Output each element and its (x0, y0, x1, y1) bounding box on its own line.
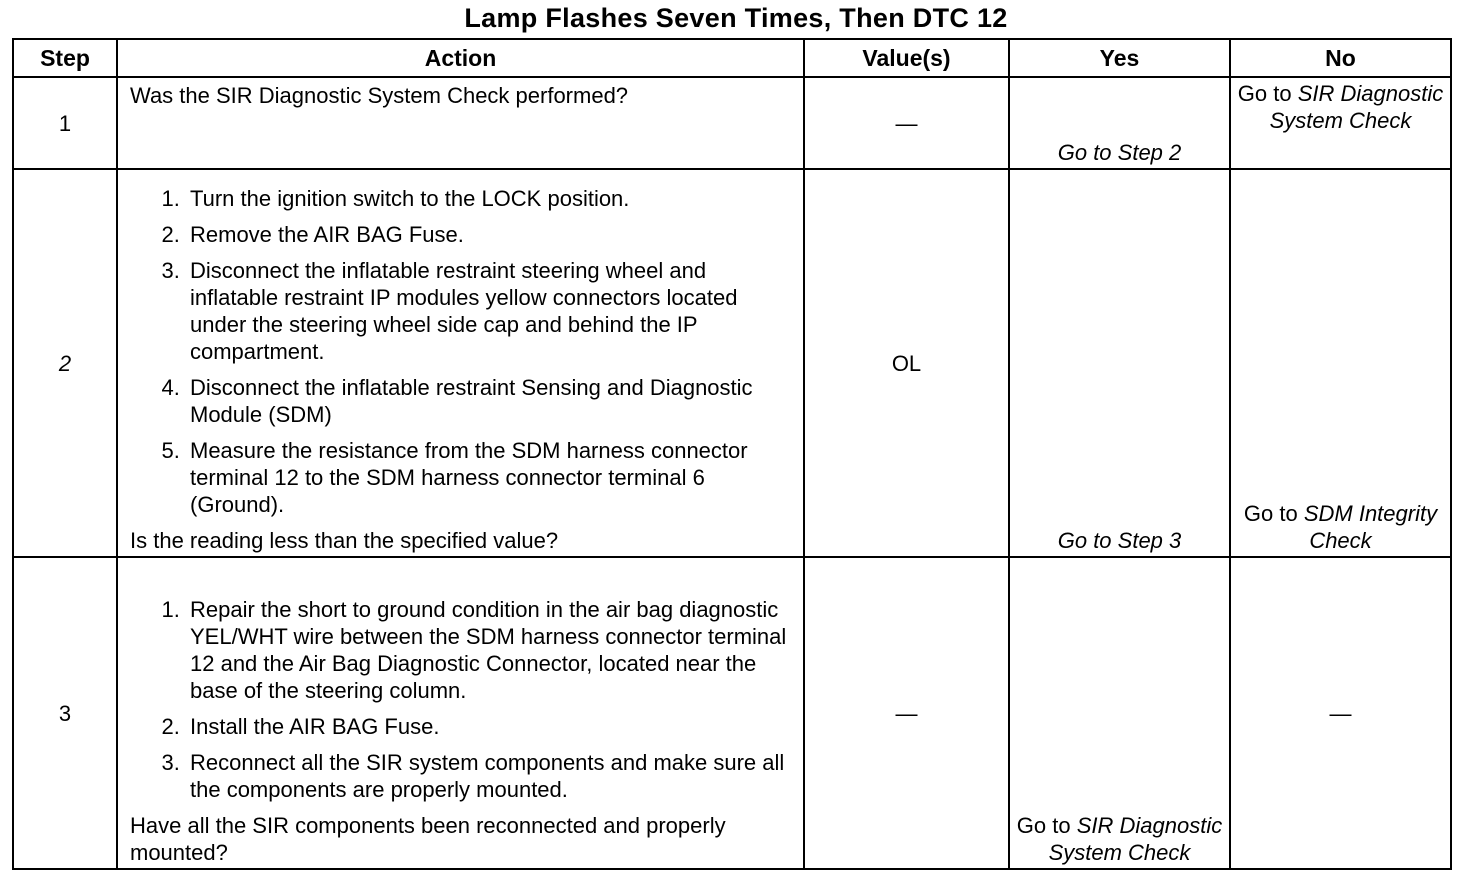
no-cell (1230, 77, 1451, 169)
list-item: 2. Install the AIR BAG Fuse. (186, 713, 793, 740)
list-item: 3. Reconnect all the SIR system components and make sure all the components are properly mounted. (186, 749, 793, 803)
list-item: 2. Remove the AIR BAG Fuse. (186, 221, 793, 248)
no-prefix: Go to (1237, 81, 1298, 106)
yes-link[interactable]: Go to Step 3 (1057, 528, 1182, 553)
header-no: No (1230, 39, 1451, 77)
action-question: Have all the SIR components been reconnected and properly mounted? (130, 813, 726, 865)
no-cell (1230, 169, 1451, 557)
table-row (13, 77, 1451, 169)
no-cell: — (1230, 557, 1451, 869)
step-number (13, 169, 117, 557)
no-link[interactable]: SIR Diagnostic System Check (1269, 81, 1444, 133)
header-yes: Yes (1009, 39, 1230, 77)
action-cell (117, 77, 804, 169)
header-step: Step (13, 39, 117, 77)
diagnostic-table (12, 38, 1452, 870)
action-question: Was the SIR Diagnostic System Check performed? (130, 83, 629, 108)
table-row (13, 557, 1451, 869)
value-cell: — (804, 77, 1009, 169)
list-item: 1. Repair the short to ground condition in the air bag diagnostic YEL/WHT wire between the SDM harness connector terminal 12 and the Air Bag Diagnostic Connector, located near the base of the steering column. (186, 596, 793, 704)
yes-link[interactable]: SIR Diagnostic System Check (1048, 813, 1223, 865)
list-item: 3. Disconnect the inflatable restraint steering wheel and inflatable restraint IP modules yellow connectors located under the steering wheel side cap and behind the IP compartment. (186, 257, 793, 365)
table-row (13, 169, 1451, 557)
yes-cell (1009, 557, 1230, 869)
no-link[interactable]: SDM Integrity Check (1303, 501, 1438, 553)
page-title: Lamp Flashes Seven Times, Then DTC 12 (464, 3, 1008, 33)
list-item: 5. Measure the resistance from the SDM harness connector terminal 12 to the SDM harness connector terminal 6 (Ground). (186, 437, 793, 518)
action-cell (117, 169, 804, 557)
header-action: Action (117, 39, 804, 77)
action-question: Is the reading less than the specified value? (130, 528, 559, 553)
step-number-text: 2 (58, 350, 72, 376)
header-row (13, 39, 1451, 77)
yes-cell (1009, 169, 1230, 557)
step-number: 3 (13, 557, 117, 869)
yes-prefix: Go to (1016, 813, 1077, 838)
action-list (130, 185, 793, 518)
value-cell: — (804, 557, 1009, 869)
list-item: 4. Disconnect the inflatable restraint Sensing and Diagnostic Module (SDM) (186, 374, 793, 428)
no-prefix: Go to (1243, 501, 1304, 526)
list-item: 1. Turn the ignition switch to the LOCK position. (186, 185, 793, 212)
yes-cell (1009, 77, 1230, 169)
header-values: Value(s) (804, 39, 1009, 77)
action-list (130, 596, 793, 803)
yes-link[interactable]: Go to Step 2 (1057, 140, 1182, 165)
step-number: 1 (13, 77, 117, 169)
value-cell: OL (804, 169, 1009, 557)
action-cell (117, 557, 804, 869)
